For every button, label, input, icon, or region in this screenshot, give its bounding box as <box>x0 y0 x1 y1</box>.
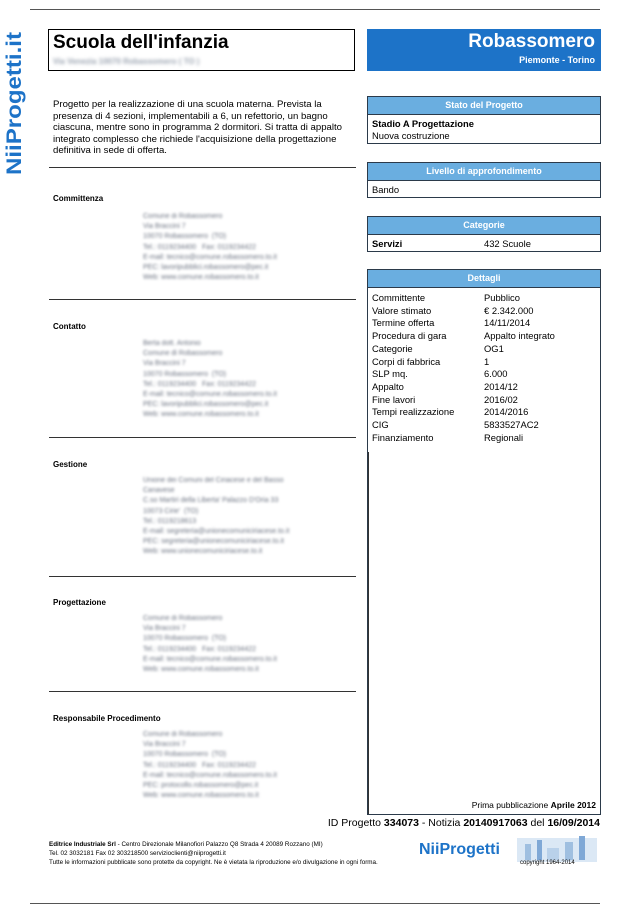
divider <box>49 299 356 300</box>
divider <box>49 576 356 577</box>
livello-header: Livello di approfondimento <box>368 163 600 181</box>
divider <box>49 167 356 168</box>
project-description: Progetto per la realizzazione di una scuola materna. Prevista la presenza di 4 sezioni, implementabili a 6, un refettorio, un bagno ciascuna, mentre sono in programma 2 dormitori. Si tratta di appalto integrato complesso che richiede l'acquisizione della progettazione definitiva in sede di offerta. <box>53 99 343 157</box>
id-line <box>250 817 600 829</box>
dettagli-value: OG1 <box>484 342 504 354</box>
categorie-key: Servizi <box>372 238 403 249</box>
section-title-contatto: Contatto <box>53 322 86 331</box>
dettagli-value: 6.000 <box>484 368 508 380</box>
dettagli-row <box>372 317 596 330</box>
dettagli-row <box>372 419 596 432</box>
section-body-progettazione: Comune di Robassomero Via Braccini 7 10070 Robassomero (TO) Tel.: 0119234400 Fax: 0119234422 E-mail: tecnico@comune.robassomero.to.it Web: www.comune.robassomero.to.it <box>143 615 277 674</box>
categorie-header: Categorie <box>368 217 600 235</box>
dettagli-value: 2016/02 <box>484 393 518 405</box>
first-publication-label: Prima pubblicazione <box>471 800 549 810</box>
dettagli-row <box>372 330 596 343</box>
section-body-gestione: Unione dei Comuni del Ciriacese e del Basso Canavese C.so Martiri della Liberta' Palazzo D'Oria 33 10073 Cirie' (TO) Tel.: 0119218613 E-mail: segreteria@unionecomuniciriacese.to.it PEC: segreteria@unionecomuniciriacese.to.it Web: www.unionecomuniciriacese.to.it <box>143 477 290 556</box>
dettagli-key: Committente <box>372 292 426 303</box>
dettagli-value: 1 <box>484 355 490 367</box>
dettagli-value: Pubblico <box>484 292 520 303</box>
section-body-responsabile: Comune di Robassomero Via Braccini 7 10070 Robassomero (TO) Tel.: 0119234400 Fax: 0119234422 E-mail: tecnico@comune.robassomero.to.it PEC: protocollo.robassomero@pec.it Web: www.comune.robassomero.to.it <box>143 731 277 800</box>
location-city: Robassomero <box>468 31 595 52</box>
side-logo-text: NiiProgetti.it <box>3 50 26 175</box>
footer-logo-text: NiiProgetti <box>419 841 500 858</box>
dettagli-key: Finanziamento <box>372 431 434 443</box>
dettagli-panel <box>367 269 601 815</box>
dettagli-key: Tempi realizzazione <box>372 406 455 418</box>
del-label: del <box>530 817 545 829</box>
section-body-committenza: Comune di Robassomero Via Braccini 7 10070 Robassomero (TO) Tel.: 0119234400 Fax: 0119234422 E-mail: tecnico@comune.robassomero.to.it PEC: lavoripubblici.robassomero@pec.it Web: www.comune.robassomero.to.it <box>143 213 277 282</box>
dettagli-header: Dettagli <box>368 270 600 288</box>
date-value: 16/09/2014 <box>547 817 600 829</box>
notizia-value: 20140917063 <box>463 817 528 829</box>
dettagli-value: Regionali <box>484 431 524 443</box>
vertical-divider <box>368 452 369 814</box>
footer-company: Editrice Industriale Srl <box>49 841 116 848</box>
footer-contacts: Tel. 02 3032181 Fax 02 303218500 servizioclienti@niiprogetti.it <box>49 850 226 857</box>
dettagli-value: 5833527AC2 <box>484 419 539 431</box>
dettagli-value: € 2.342.000 <box>484 304 534 316</box>
stato-panel <box>367 96 601 144</box>
dettagli-key: Appalto <box>372 380 404 392</box>
section-title-gestione: Gestione <box>53 460 88 469</box>
dettagli-row <box>372 356 596 369</box>
dettagli-value: Appalto integrato <box>484 330 555 342</box>
divider <box>49 437 356 438</box>
project-title: Scuola dell'infanzia <box>53 32 229 53</box>
livello-value: Bando <box>372 184 400 195</box>
dettagli-row <box>372 292 596 305</box>
footer-info <box>49 840 409 867</box>
categorie-panel <box>367 216 601 252</box>
dettagli-key: Valore stimato <box>372 304 432 316</box>
dettagli-row <box>372 343 596 356</box>
footer-address: - Centro Direzionale Milanofiori Palazzo Q8 Strada 4 20089 Rozzano (MI) <box>115 841 323 848</box>
notizia-label: - Notizia <box>421 817 461 829</box>
dettagli-key: Termine offerta <box>372 317 435 329</box>
stato-header: Stato del Progetto <box>368 97 600 115</box>
dettagli-row <box>372 368 596 381</box>
dettagli-key: CIG <box>372 419 389 431</box>
location-region: Piemonte - Torino <box>519 55 595 65</box>
niiprogetti-side-logo <box>2 30 26 175</box>
livello-panel <box>367 162 601 198</box>
dettagli-key: Procedura di gara <box>372 330 447 342</box>
first-publication-value: Aprile 2012 <box>550 800 596 810</box>
section-title-progettazione: Progettazione <box>53 598 106 607</box>
stato-type: Nuova costruzione <box>372 130 450 141</box>
dettagli-value: 14/11/2014 <box>484 317 531 329</box>
project-address: Via Venezia 10070 Robassomero ( TO ) <box>53 57 200 66</box>
section-title-responsabile: Responsabile Procedimento <box>53 714 161 723</box>
first-publication <box>400 800 596 810</box>
dettagli-row <box>372 432 596 445</box>
bottom-divider <box>30 903 600 904</box>
footer-notice: Tutte le informazioni pubblicate sono protette da copyright. Ne è vietata la riproduzione e/o divulgazione in ogni forma. <box>49 859 378 866</box>
dettagli-key: Categorie <box>372 342 413 354</box>
dettagli-key: Fine lavori <box>372 393 416 405</box>
project-title-box <box>48 29 355 71</box>
dettagli-row <box>372 305 596 318</box>
stato-stage: Stadio A Progettazione <box>372 118 474 129</box>
id-label: ID Progetto <box>327 817 381 829</box>
dettagli-row <box>372 394 596 407</box>
top-divider <box>30 9 600 10</box>
dettagli-list <box>368 288 600 448</box>
section-body-contatto: Berta dott. Antonio Comune di Robassomero Via Braccini 7 10070 Robassomero (TO) Tel.: 0119234400 Fax: 0119234422 E-mail: tecnico@comune.robassomero.to.it PEC: lavoripubblici.robassomero@pec.it Web: www.comune.robassomero.to.it <box>143 340 277 419</box>
location-box <box>367 29 601 71</box>
section-title-committenza: Committenza <box>53 194 104 203</box>
dettagli-value: 2014/12 <box>484 380 518 392</box>
id-value: 334073 <box>383 817 419 829</box>
dettagli-key: Corpi di fabbrica <box>372 355 441 367</box>
dettagli-row <box>372 381 596 394</box>
dettagli-key: SLP mq. <box>372 368 408 380</box>
dettagli-value: 2014/2016 <box>484 406 529 418</box>
copyright: copyright 1964-2014 <box>520 860 575 866</box>
divider <box>49 691 356 692</box>
categorie-value: 432 Scuole <box>484 238 531 249</box>
dettagli-row <box>372 406 596 419</box>
